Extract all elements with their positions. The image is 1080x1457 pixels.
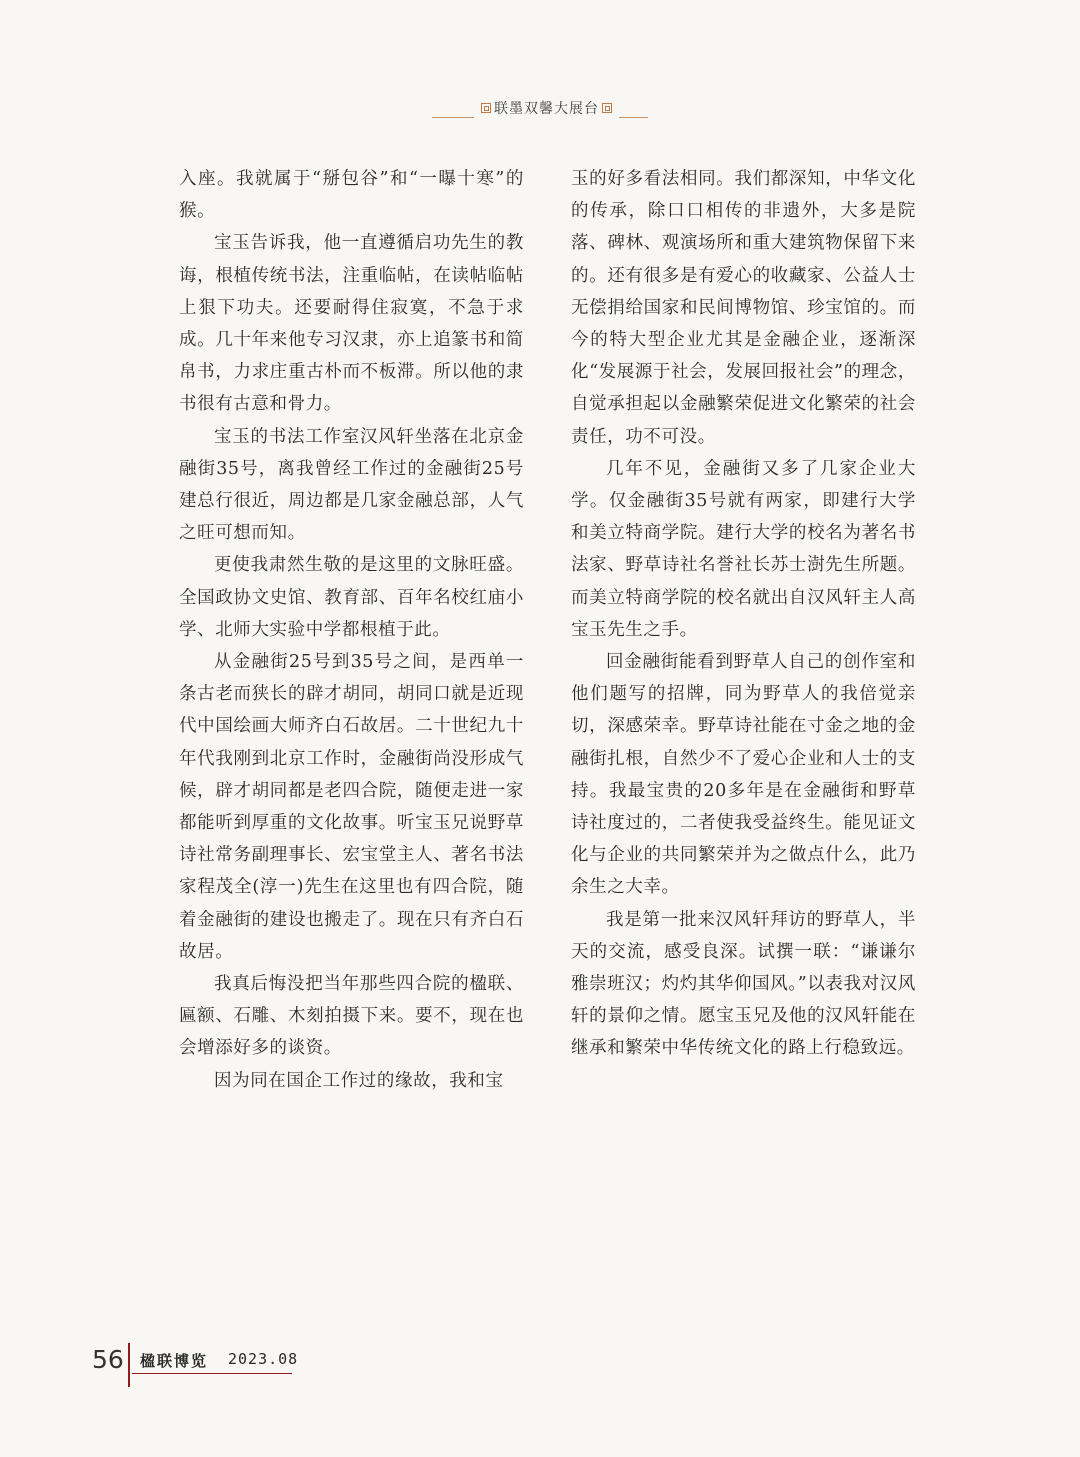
paragraph: 我是第一批来汉风轩拜访的野草人，半天的交流，感受良深。试撰一联：“谦谦尔雅崇班汉；灼灼其华仰国风。”以表我对汉风轩的景仰之情。愿宝玉兄及他的汉风轩能在继承和繁荣中华传统文化的路上行稳致远。 — [571, 909, 916, 1059]
paragraph: 玉的好多看法相同。我们都深知，中华文化的传承，除口口相传的非遗外，大多是院落、碑林、观演场所和重大建筑物保留下来的。还有很多是有爱心的收藏家、公益人士无偿捐给国家和民间博物馆、珍宝馆的。而今的特大型企业尤其是金融企业，逐渐深化“发展源于社会，发展回报社会”的理念，自觉承担起以金融繁荣促进文化繁荣的社会责任，功不可没。 — [571, 169, 916, 447]
left-column — [179, 163, 524, 1097]
paragraph: 几年不见，金融街又多了几家企业大学。仅金融街35号就有两家，即建行大学和美立特商学院。建行大学的校名为著名书法家、野草诗社名誉社长苏士澍先生所题。而美立特商学院的校名就出自汉风轩主人高宝玉先生之手。 — [571, 458, 916, 640]
footer-underline — [132, 1373, 292, 1374]
paragraph: 我真后悔没把当年那些四合院的楹联、匾额、石雕、木刻拍摄下来。要不，现在也会增添好多的谈资。 — [179, 974, 524, 1059]
paragraph: 入座。我就属于“掰包谷”和“一曝十寒”的猴。 — [179, 169, 524, 222]
paragraph: 回金融街能看到野草人自己的创作室和他们题写的招牌，同为野草人的我倍觉亲切，深感荣幸。野草诗社能在寸金之地的金融街扎根，自然少不了爱心企业和人士的支持。我最宝贵的20多年是在金融街和野草诗社度过的，二者使我受益终生。能见证文化与企业的共同繁荣并为之做点什么，此乃余生之大幸。 — [571, 652, 916, 898]
paragraph: 从金融街25号到35号之间，是西单一条古老而狭长的辟才胡同，胡同口就是近现代中国绘画大师齐白石故居。二十世纪九十年代我刚到北京工作时，金融街尚没形成气候，辟才胡同都是老四合院，随便走进一家都能听到厚重的文化故事。听宝玉兄说野草诗社常务副理事长、宏宝堂主人、著名书法家程茂全(淳一)先生在这里也有四合院，随着金融街的建设也搬走了。现在只有齐白石故居。 — [179, 652, 524, 962]
fret-ornament-icon — [481, 103, 491, 113]
paragraph: 因为同在国企工作过的缘故，我和宝 — [214, 1070, 504, 1091]
issue-date: 2023.08 — [228, 1350, 299, 1368]
header-label — [474, 98, 619, 118]
page-number: 56 — [92, 1345, 124, 1374]
running-header — [432, 98, 648, 124]
section-title: 联墨双馨大展台 — [494, 101, 599, 117]
journal-name: 楹联博览 — [140, 1352, 209, 1370]
right-column — [571, 163, 916, 1065]
paragraph: 更使我肃然生敬的是这里的文脉旺盛。全国政协文史馆、教育部、百年名校红庙小学、北师大实验中学都根植于此。 — [179, 555, 524, 640]
fret-ornament-icon — [602, 103, 612, 113]
paragraph: 宝玉告诉我，他一直遵循启功先生的教诲，根植传统书法，注重临帖，在读帖临帖上狠下功夫。还要耐得住寂寞，不急于求成。几十年来他专习汉隶，亦上追篆书和简帛书，力求庄重古朴而不板滞。所以他的隶书很有古意和骨力。 — [179, 233, 524, 415]
paragraph: 宝玉的书法工作室汉风轩坐落在北京金融街35号，离我曾经工作过的金融街25号建总行很近，周边都是几家金融总部，人气之旺可想而知。 — [179, 426, 524, 544]
footer-divider — [128, 1343, 130, 1387]
